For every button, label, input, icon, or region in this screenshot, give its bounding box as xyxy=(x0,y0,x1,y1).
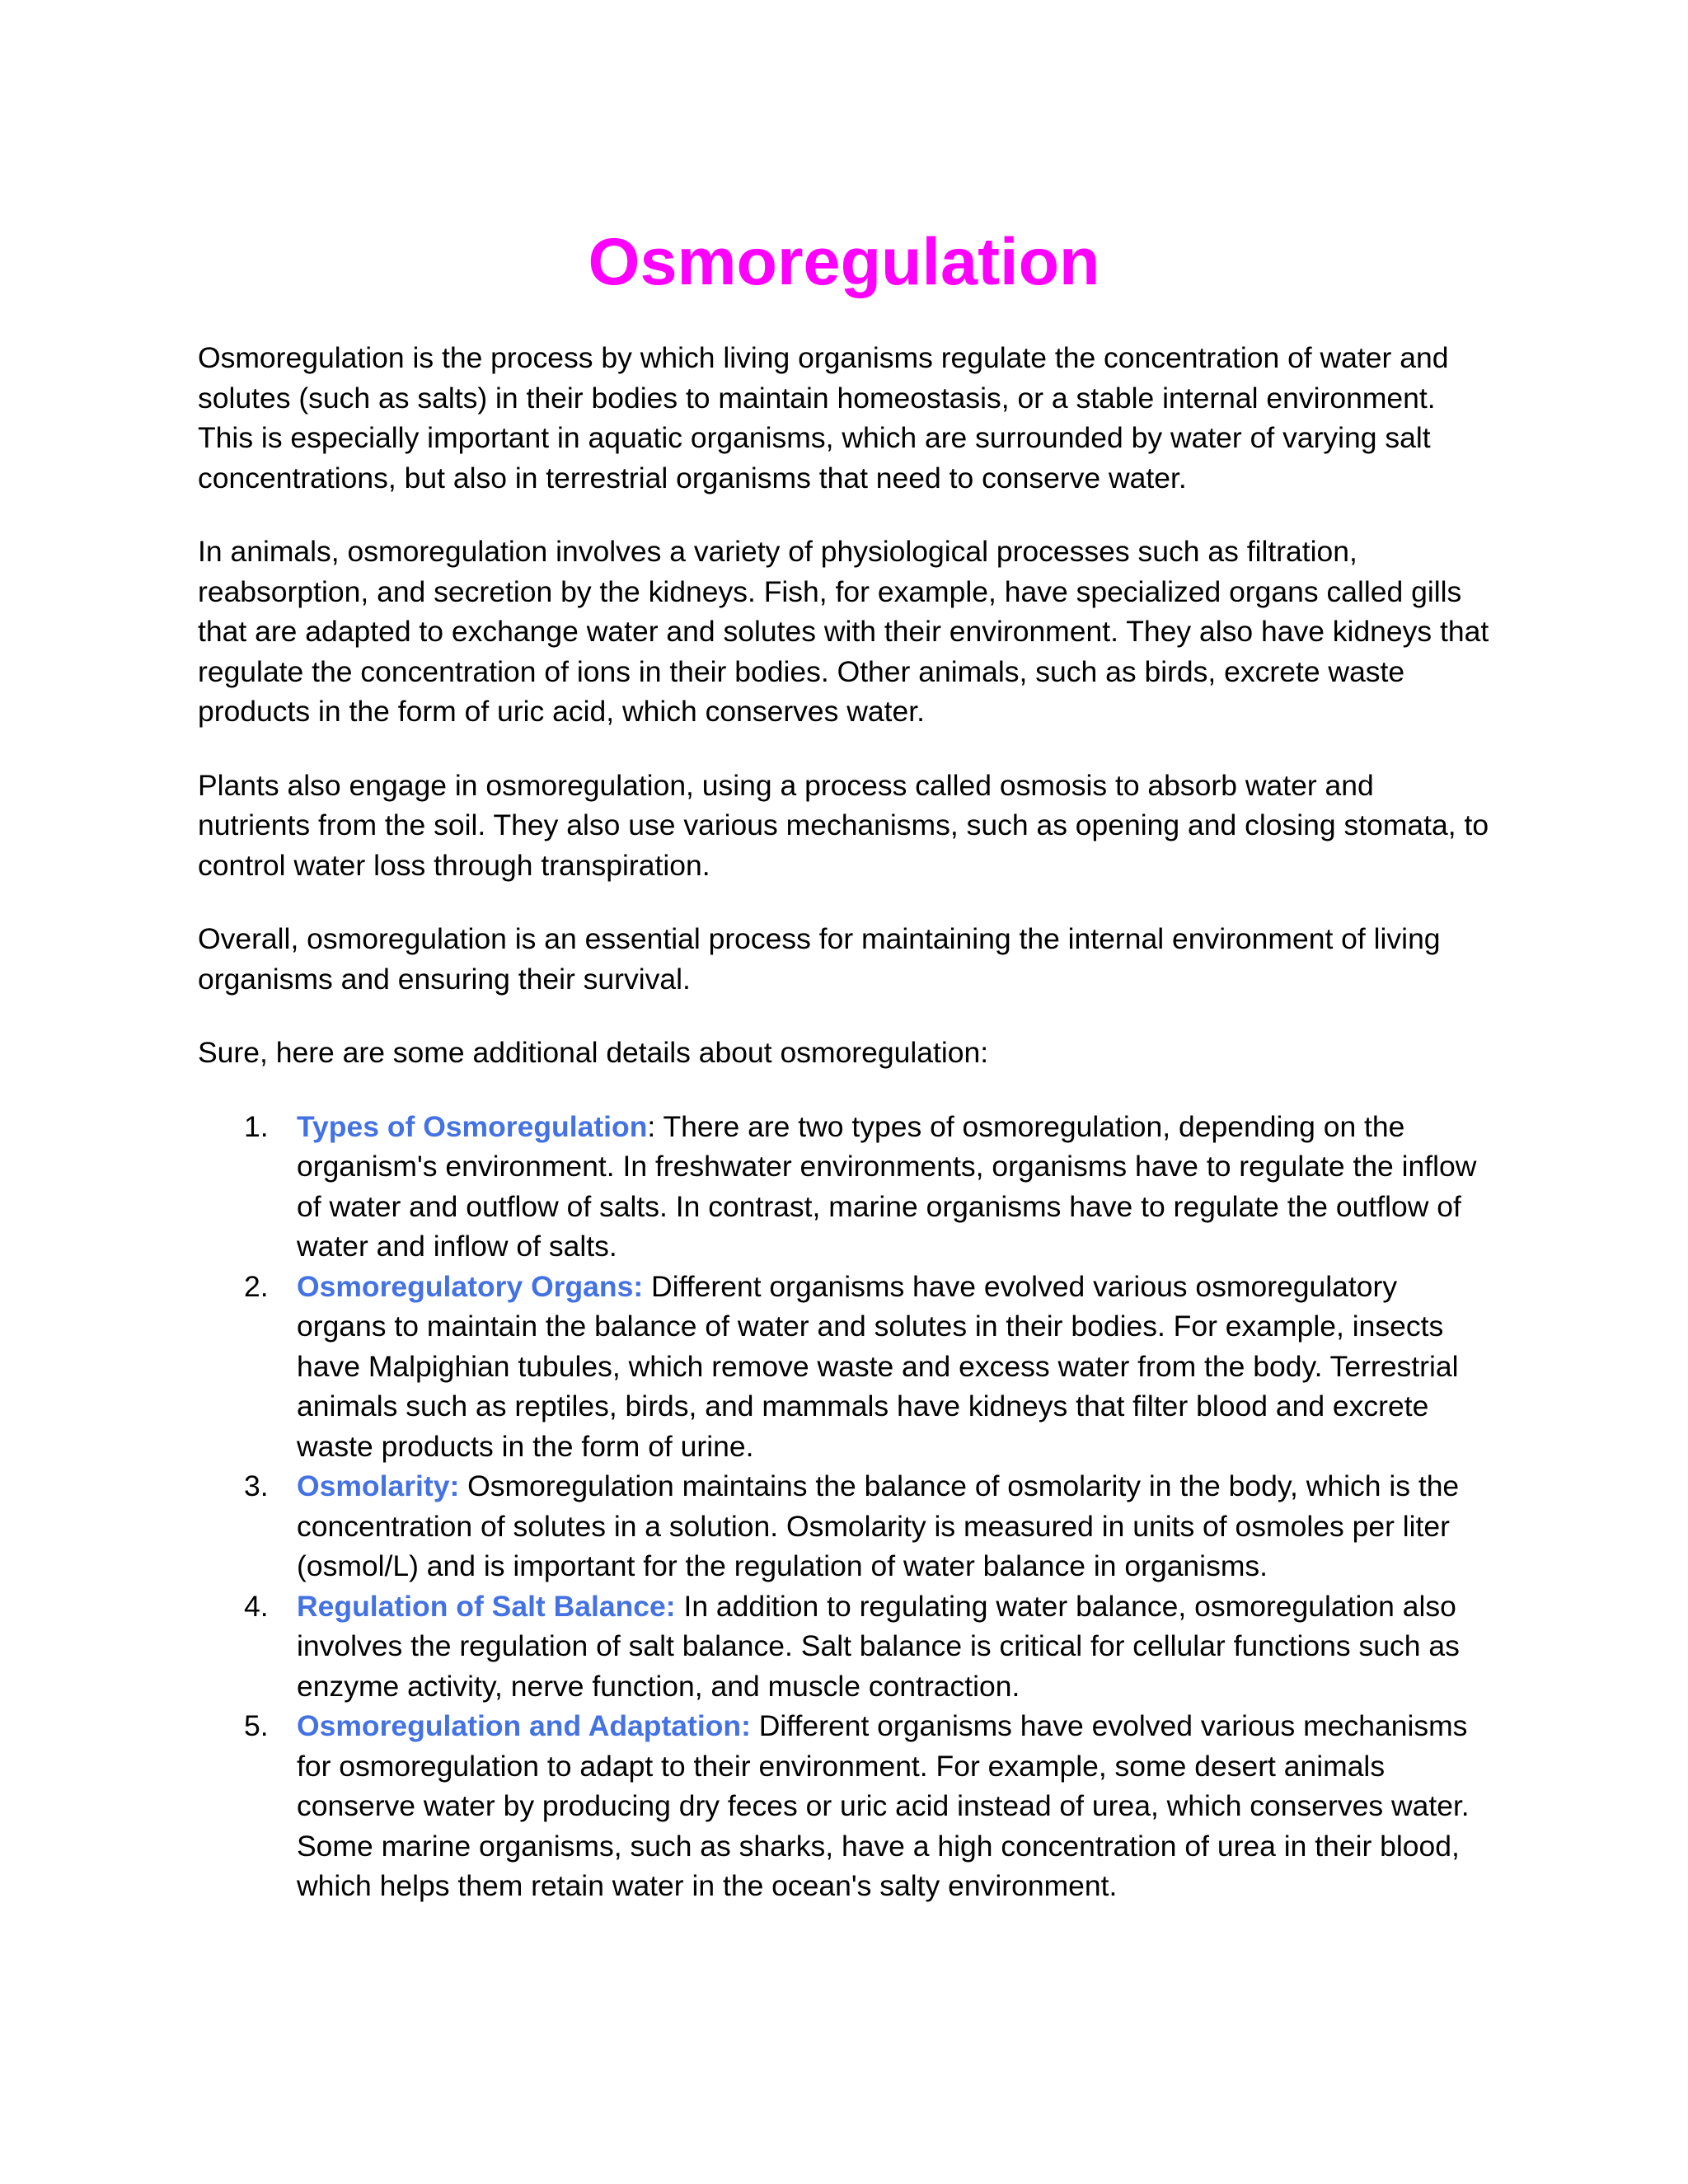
list-item-types-of-osmoregulation xyxy=(198,1107,1490,1267)
details-list xyxy=(198,1107,1490,1906)
animals-paragraph: In animals, osmoregulation involves a variety of physiological processes such as filtration, reabsorption, and secretion by the kidneys. Fish, for example, have specialized organs called gills that are adapted to exchange water and solutes with their environment. They also have kidneys that regulate the concentration of ions in their bodies. Other animals, such as birds, excrete waste products in the form of uric acid, which conserves water. xyxy=(198,535,1489,728)
list-item-text: Different organisms have evolved various osmoregulatory organs to maintain the balance of water and solutes in their bodies. For example, insects have Malpighian tubules, which remove waste and excess water from the body. Terrestrial animals such as reptiles, birds, and mammals have kidneys that filter blood and excrete waste products in the form of urine. xyxy=(297,1269,1459,1463)
list-item-osmoregulation-and-adaptation xyxy=(198,1706,1490,1906)
list-item-heading: Osmoregulation and Adaptation: xyxy=(297,1709,751,1742)
list-item-heading: Regulation of Salt Balance: xyxy=(297,1589,676,1623)
list-item-text: : There are two types of osmoregulation, depending on the organism's environment. In freshwater environments, organisms have to regulate the inflow of water and outflow of salts. In contrast, marine organisms have to regulate the outflow of water and inflow of salts. xyxy=(297,1109,1477,1263)
document-title: Osmoregulation xyxy=(588,225,1100,299)
list-item-number: 4. xyxy=(244,1589,269,1623)
list-item-number: 2. xyxy=(244,1269,269,1303)
list-item-osmolarity xyxy=(198,1466,1490,1586)
list-item-heading: Osmoregulatory Organs: xyxy=(297,1269,644,1303)
list-item-osmoregulatory-organs xyxy=(198,1267,1490,1467)
list-item-heading: Types of Osmoregulation xyxy=(297,1109,648,1143)
list-item-regulation-of-salt-balance xyxy=(198,1586,1490,1707)
list-item-number: 1. xyxy=(244,1109,269,1143)
list-item-text: In addition to regulating water balance, osmoregulation also involves the regulation of salt balance. Salt balance is critical for cellular functions such as enzyme activity, nerve function, and muscle contraction. xyxy=(297,1589,1460,1703)
additional-details-paragraph: Sure, here are some additional details about osmoregulation: xyxy=(198,1036,989,1069)
intro-paragraph: Osmoregulation is the process by which living organisms regulate the concentration of water and solutes (such as salts) in their bodies to maintain homeostasis, or a stable internal environment. This is especially important in aquatic organisms, which are surrounded by water of varying salt concentrations, but also in terrestrial organisms that need to conserve water. xyxy=(198,341,1449,494)
list-item-text: Osmoregulation maintains the balance of osmolarity in the body, which is the concentration of solutes in a solution. Osmolarity is measured in units of osmoles per liter (osmol/L) and is important for the regulation of water balance in organisms. xyxy=(297,1469,1460,1582)
list-item-number: 3. xyxy=(244,1469,269,1502)
list-item-text: Different organisms have evolved various mechanisms for osmoregulation to adapt to their environment. For example, some desert animals conserve water by producing dry feces or uric acid instead of urea, which conserves water. Some marine organisms, such as sharks, have a high concentration of urea in their blood, which helps them retain water in the ocean's salty environment. xyxy=(297,1709,1470,1902)
list-item-number: 5. xyxy=(244,1709,269,1742)
plants-paragraph: Plants also engage in osmoregulation, using a process called osmosis to absorb water and nutrients from the soil. They also use various mechanisms, such as opening and closing stomata, to control water loss through transpiration. xyxy=(198,768,1489,882)
overall-paragraph: Overall, osmoregulation is an essential process for maintaining the internal environment of living organisms and ensuring their survival. xyxy=(198,922,1441,996)
list-item-heading: Osmolarity: xyxy=(297,1469,460,1502)
